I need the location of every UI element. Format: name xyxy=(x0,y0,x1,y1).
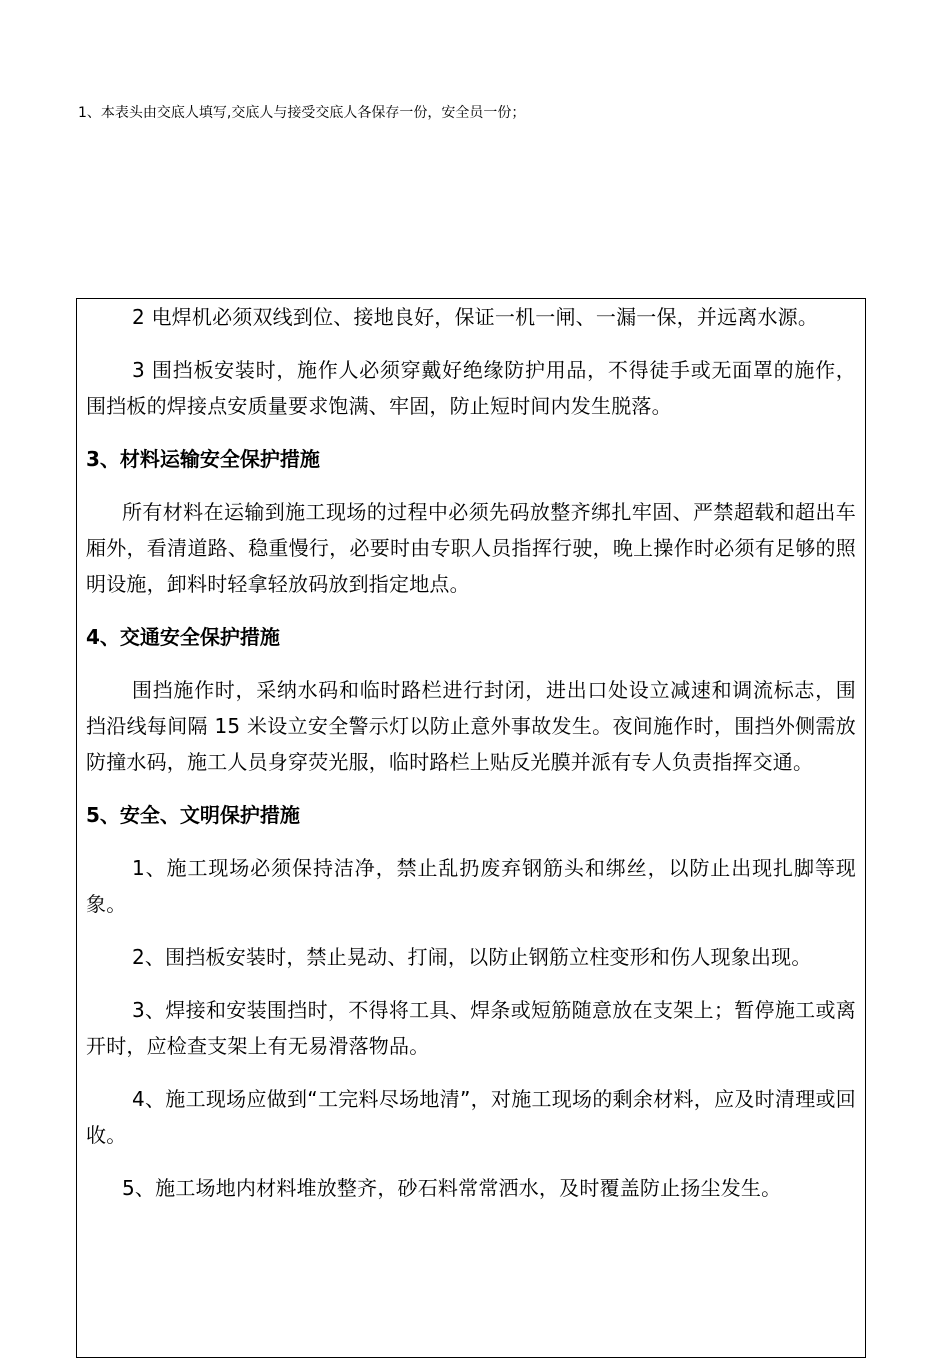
header-note: 1、本表头由交底人填写,交底人与接受交底人各保存一份，安全员一份； xyxy=(78,105,526,121)
paragraph-civil-item-5: 5、施工场地内材料堆放整齐，砂石料常常洒水，及时覆盖防止扬尘发生。 xyxy=(122,1176,782,1200)
content-body xyxy=(77,299,865,1206)
paragraph-welder-safety: 2 电焊机必须双线到位、接地良好，保证一机一闸、一漏一保，并远离水源。 xyxy=(132,305,819,329)
paragraph-fence-installation: 3 围挡板安装时，施作人必须穿戴好绝缘防护用品，不得徒手或无面罩的施作，围挡板的焊接点安质量要求饱满、牢固，防止短时间内发生脱落。 xyxy=(86,358,856,418)
heading-civilized-construction: 5、安全、文明保护措施 xyxy=(86,803,300,827)
content-table-cell xyxy=(76,298,866,1358)
heading-materials-transport: 3、材料运输安全保护措施 xyxy=(86,447,320,471)
paragraph-traffic-safety: 围挡施作时，采纳水码和临时路栏进行封闭，进出口处设立减速和调流标志，围挡沿线每间隔 15 米设立安全警示灯以防止意外事故发生。夜间施作时，围挡外侧需放防撞水码，施工人员身穿荧光服，临时路栏上贴反光膜并派有专人负责指挥交通。 xyxy=(86,678,856,774)
paragraph-civil-item-1: 1、施工现场必须保持洁净，禁止乱扔废弃钢筋头和绑丝，以防止出现扎脚等现象。 xyxy=(86,856,856,916)
paragraph-civil-item-2: 2、围挡板安装时，禁止晃动、打闹，以防止钢筋立柱变形和伤人现象出现。 xyxy=(132,945,812,969)
paragraph-civil-item-4: 4、施工现场应做到“工完料尽场地清”，对施工现场的剩余材料，应及时清理或回收。 xyxy=(86,1087,856,1147)
paragraph-materials-transport: 所有材料在运输到施工现场的过程中必须先码放整齐绑扎牢固、严禁超载和超出车厢外，看清道路、稳重慢行，必要时由专职人员指挥行驶，晚上操作时必须有足够的照明设施，卸料时轻拿轻放码放到指定地点。 xyxy=(86,500,856,596)
paragraph-civil-item-3: 3、焊接和安装围挡时，不得将工具、焊条或短筋随意放在支架上；暂停施工或离开时，应检查支架上有无易滑落物品。 xyxy=(86,998,856,1058)
heading-traffic-safety: 4、交通安全保护措施 xyxy=(86,625,280,649)
